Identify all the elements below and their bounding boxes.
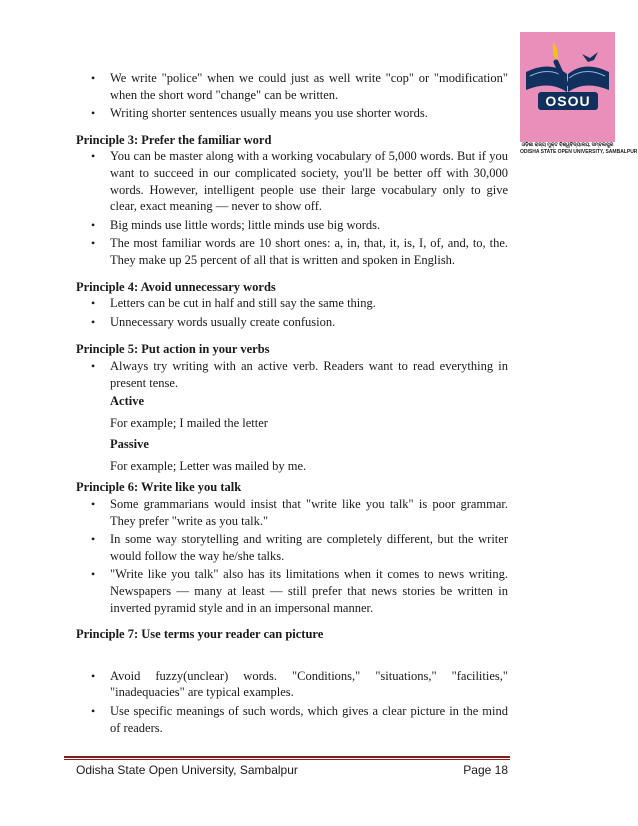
list-item: • Unnecessary words usually create confusion. bbox=[110, 314, 508, 331]
passive-label: Passive bbox=[110, 437, 149, 452]
list-item: • Avoid fuzzy(unclear) words. "Conditions," "situations," "facilities," "inadequacies" are typical examples. bbox=[110, 668, 508, 701]
principle-5-heading: Principle 5: Put action in your verbs bbox=[76, 342, 270, 357]
passive-example: For example; Letter was mailed by me. bbox=[110, 458, 307, 473]
principle-4-list bbox=[76, 295, 508, 330]
intro-list bbox=[76, 70, 508, 122]
page-content bbox=[76, 70, 508, 738]
list-item: • Writing shorter sentences usually means you use shorter words. bbox=[110, 105, 508, 122]
logo-text: OSOU bbox=[545, 93, 591, 109]
logo-caption-native: ଓଡ଼ିଶା ରାଜ୍ୟ ମୁକ୍ତ ବିଶ୍ୱବିଦ୍ୟାଳୟ, ସମ୍ବଲପୁର bbox=[521, 142, 614, 148]
list-item: • "Write like you talk" also has its limitations when it comes to news writing. Newspapers — many at least — still prefer that news stories be written in inverted pyramid style and in an impersonal manner. bbox=[110, 566, 508, 616]
list-item: • Letters can be cut in half and still say the same thing. bbox=[110, 295, 508, 312]
logo-emblem bbox=[520, 32, 615, 142]
active-example: For example; I mailed the letter bbox=[110, 415, 268, 430]
principle-6-heading: Principle 6: Write like you talk bbox=[76, 480, 242, 495]
list-item: • Some grammarians would insist that "write like you talk" is poor grammar. They prefer "write as you talk." bbox=[110, 496, 508, 529]
principle-6-list bbox=[76, 496, 508, 616]
page-number: Page 18 bbox=[463, 763, 508, 777]
voice-examples bbox=[110, 393, 508, 474]
principle-7-list bbox=[76, 668, 508, 736]
list-item: • In some way storytelling and writing are completely different, but the writer would follow the way he/she talks. bbox=[110, 531, 508, 564]
list-item: • Use specific meanings of such words, which gives a clear picture in the mind of readers. bbox=[110, 703, 508, 736]
principle-4-heading: Principle 4: Avoid unnecessary words bbox=[76, 279, 276, 294]
bird-icon bbox=[582, 52, 598, 62]
list-item: • We write "police" when we could just as well write "cop" or "modification" when the short word "change" can be written. bbox=[110, 70, 508, 103]
torch-flame-icon bbox=[553, 42, 558, 62]
logo-emblem-graphic bbox=[520, 32, 615, 142]
footer-university: Odisha State Open University, Sambalpur bbox=[76, 763, 298, 777]
list-item: • The most familiar words are 10 short ones: a, in, that, it, is, I, of, and, to, the. They make up 25 percent of all that is written and spoken in English. bbox=[110, 235, 508, 268]
principle-3-heading: Principle 3: Prefer the familiar word bbox=[76, 132, 272, 147]
osou-logo bbox=[520, 32, 638, 164]
list-item: • Big minds use little words; little minds use big words. bbox=[110, 217, 508, 234]
list-item: • Always try writing with an active verb. Readers want to read everything in present tense. bbox=[110, 358, 508, 391]
active-label: Active bbox=[110, 394, 145, 409]
principle-5-list bbox=[76, 358, 508, 391]
book-right-icon bbox=[568, 66, 609, 92]
principle-3-list bbox=[76, 148, 508, 268]
list-item: • You can be master along with a working vocabulary of 5,000 words. But if you want to succeed in our complicated society, you'll be better off with 30,000 words. However, intelligent people use their large vocabulary only to give clear, exact meaning — never to show off. bbox=[110, 148, 508, 214]
principle-7-heading: Principle 7: Use terms your reader can picture bbox=[76, 627, 324, 642]
footer-rule bbox=[64, 756, 510, 760]
logo-caption-english: ODISHA STATE OPEN UNIVERSITY, SAMBALPUR bbox=[520, 149, 638, 155]
